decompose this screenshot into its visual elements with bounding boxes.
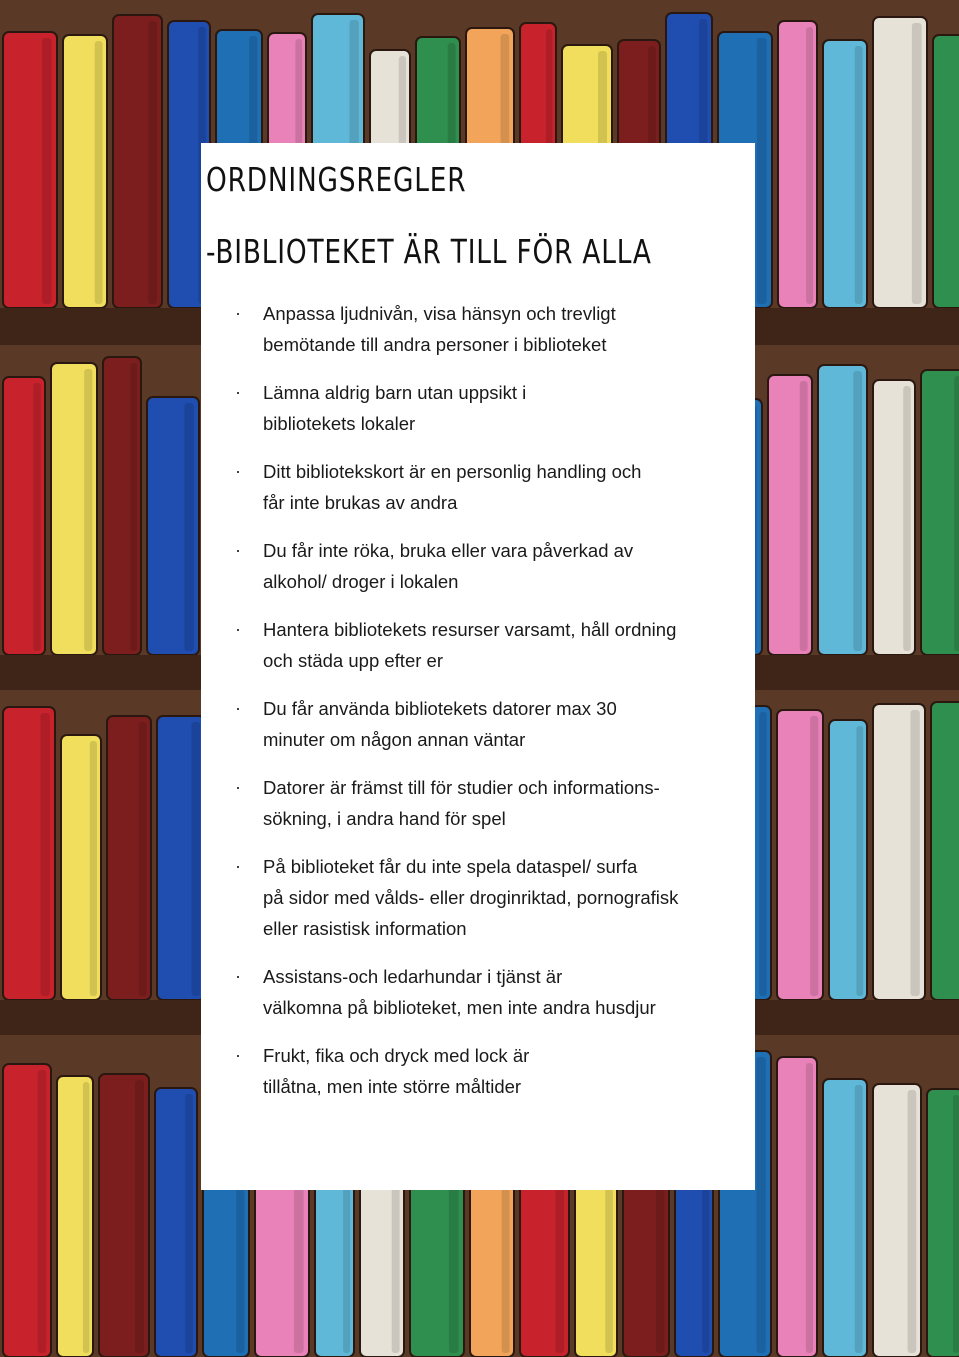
bullet-icon: · [235,777,241,797]
rules-card [201,143,755,1190]
bullet-icon: · [235,856,241,876]
rule-text-line: bemötande till andra personer i biblioteket [263,334,607,355]
book-shade [757,38,767,304]
book-shade [800,381,808,651]
book-spine [931,702,959,1000]
book-shade [908,1090,917,1353]
book-shade [912,23,922,304]
book-shade [910,710,919,996]
book-shade [42,38,52,304]
rule-text-line: sökning, i andra hand för spel [263,808,506,829]
rule-item [235,772,747,834]
rule-text-line: Lämna aldrig barn utan uppsikt i [263,382,527,403]
book-shade [95,41,103,304]
rules-list [235,298,747,1119]
book-shade [756,1057,765,1353]
book-shade [33,383,41,651]
rule-item [235,961,747,1023]
bullet-icon: · [235,303,241,323]
book-shade [83,1082,89,1353]
rule-text-line: Datorer är främst till för studier och informations- [263,777,660,798]
book-shade [40,713,49,996]
rule-item [235,614,747,676]
rule-item [235,456,747,518]
rule-text-line: eller rasistisk information [263,918,467,939]
book-shade [185,1094,193,1353]
book-shade [759,712,767,996]
rule-text-line: Anpassa ljudnivån, visa hänsyn och trevligt [263,303,616,324]
rule-text-line: tillåtna, men inte större måltider [263,1076,522,1097]
rule-item [235,298,747,360]
book-shade [192,722,201,996]
book-shade [806,1063,813,1353]
bullet-icon: · [235,966,241,986]
rule-text-line: Du får inte röka, bruka eller vara påverkad av [263,540,634,561]
rule-text-line: får inte brukas av andra [263,492,458,513]
rule-text-line: På biblioteket får du inte spela dataspel/ surfa [263,856,638,877]
rule-text-line: Frukt, fika och dryck med lock är [263,1045,530,1066]
title-rules: ORDNINGSREGLER [206,160,467,199]
rule-text-line: Du får använda bibliotekets datorer max 30 [263,698,617,719]
bullet-icon: · [235,1045,241,1065]
rule-text-line: Ditt bibliotekskort är en personlig handling och [263,461,642,482]
rule-text-line: Assistans-och ledarhundar i tjänst är [263,966,563,987]
book-shade [184,403,193,651]
book-shade [806,27,813,304]
book-spine [933,35,959,308]
bullet-icon: · [235,461,241,481]
rule-text-line: välkomna på biblioteket, men inte andra husdjur [263,997,656,1018]
rule-text-line: Hantera bibliotekets resurser varsamt, håll ordning [263,619,677,640]
rule-item [235,693,747,755]
book-shade [38,1070,47,1353]
book-shade [903,386,911,651]
bullet-icon: · [235,540,241,560]
rule-text-line: och städa upp efter er [263,650,443,671]
rule-item [235,377,747,439]
book-shade [84,369,92,651]
book-shade [855,1085,863,1353]
book-shade [853,371,862,651]
book-shade [135,1080,144,1353]
book-shade [810,716,818,996]
bullet-icon: · [235,619,241,639]
book-shade [954,376,959,651]
book-shade [139,722,147,996]
book-shade [90,741,97,996]
book-shade [148,21,157,304]
rule-text-line: alkohol/ droger i lokalen [263,571,459,592]
book-shade [130,363,137,651]
rule-item [235,851,747,944]
rule-text-line: bibliotekets lokaler [263,413,416,434]
bullet-icon: · [235,698,241,718]
book-shade [953,1095,959,1353]
book-shade [855,46,863,304]
title-library-for-all: -BIBLIOTEKET ÄR TILL FÖR ALLA [206,232,652,271]
bullet-icon: · [235,382,241,402]
rule-item [235,535,747,597]
rule-text-line: minuter om någon annan väntar [263,729,526,750]
rule-item [235,1040,747,1102]
rule-text-line: på sidor med vålds- eller droginriktad, pornografisk [263,887,679,908]
book-shade [856,726,863,996]
book-spine [921,370,959,655]
